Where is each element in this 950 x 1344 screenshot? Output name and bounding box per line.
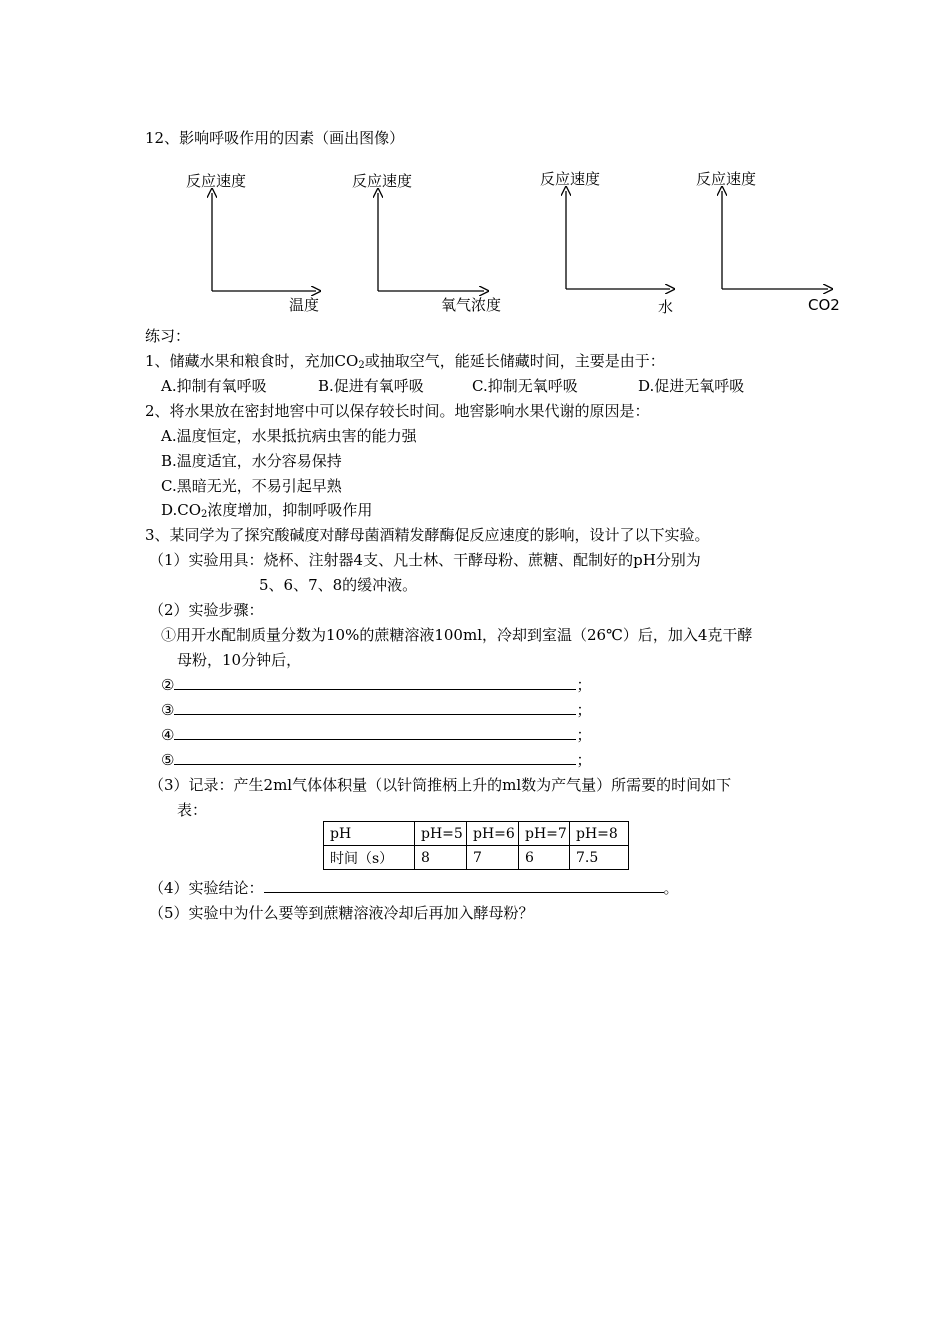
graph-1-ylabel: 反应速度 [186,172,247,190]
table-cell: 7 [467,846,519,870]
table-cell: 8 [415,846,467,870]
question-2-stem: 2、将水果放在密封地窖中可以保存较长时间。地窖影响水果代谢的原因是： [145,402,650,420]
table-cell: 7.5 [570,846,629,870]
ph-time-table [323,821,629,870]
question-3-stem: 3、某同学为了探究酸碱度对酵母菌酒精发酵酶促反应速度的影响，设计了以下实验。 [145,526,710,544]
graph-3-xlabel: 水 [658,298,674,316]
graph-2-xlabel: 氧气浓度 [441,296,502,314]
table-cell: pH=8 [570,822,629,846]
practice-title: 练习： [145,327,191,345]
q3-step3-blank: ③ ； [161,701,592,719]
q3-part1-line1: （1）实验用具：烧杯、注射器4支、凡士林、干酵母粉、蔗糖、配制好的pH分别为 [149,551,701,569]
q3-part3-line2: 表： [177,801,208,819]
graph-4-xlabel: CO2 [808,296,840,314]
table-row [324,822,629,846]
q3-part1-line2: 5、6、7、8的缓冲液。 [259,576,418,594]
graph-3-ylabel: 反应速度 [540,170,601,188]
q3-step1-line2: 母粉，10分钟后， [177,651,302,669]
section-heading: 12、影响呼吸作用的因素（画出图像） [145,129,405,147]
table-row [324,846,629,870]
q3-step2-blank: ② ； [161,676,592,694]
table-cell: 时间（s） [324,846,415,870]
table-cell: pH=6 [467,822,519,846]
graph-2-ylabel: 反应速度 [352,172,413,190]
graph-axes-4 [722,191,828,289]
q1-option-b: B.促进有氧呼吸 [318,377,424,395]
q1-option-a: A.抑制有氧呼吸 [161,377,267,395]
q3-step5-blank: ⑤ ； [161,751,592,769]
q2-option-a: A.温度恒定，水果抵抗病虫害的能力强 [161,427,417,445]
question-1-stem: 1、储藏水果和粮食时，充加$CO_2$或抽取空气，能延长储藏时间，主要是由于： [145,352,665,371]
table-cell: pH=5 [415,822,467,846]
q1-option-d: D.促进无氧呼吸 [638,377,745,395]
blank-graphs [0,0,950,320]
q3-part3-line1: （3）记录：产生2ml气体体积量（以针筒推柄上升的ml数为产气量）所需要的时间如下 [149,776,732,794]
graph-1-xlabel: 温度 [289,296,320,314]
graph-axes-3 [566,191,670,289]
q2-option-b: B.温度适宜，水分容易保持 [161,452,342,470]
graph-4-ylabel: 反应速度 [696,170,757,188]
q3-step4-blank: ④ ； [161,726,592,744]
q1-option-c: C.抑制无氧呼吸 [472,377,578,395]
table-cell: pH=7 [519,822,570,846]
graph-axes-1 [212,193,316,291]
table-cell: 6 [519,846,570,870]
q3-part4-conclusion: （4）实验结论： 。 [149,879,679,897]
table-cell: pH [324,822,415,846]
q3-part5-question: （5）实验中为什么要等到蔗糖溶液冷却后再加入酵母粉？ [149,904,534,922]
q3-part2-title: （2）实验步骤： [149,601,264,619]
q3-step1-line1: ①用开水配制质量分数为10%的蔗糖溶液100ml，冷却到室温（26℃）后，加入4克干酵 [161,626,753,644]
q2-option-d: $D.CO_2$浓度增加，抑制呼吸作用 [161,501,373,520]
graph-axes-2 [378,193,484,291]
q2-option-c: C.黑暗无光，不易引起早熟 [161,477,342,495]
